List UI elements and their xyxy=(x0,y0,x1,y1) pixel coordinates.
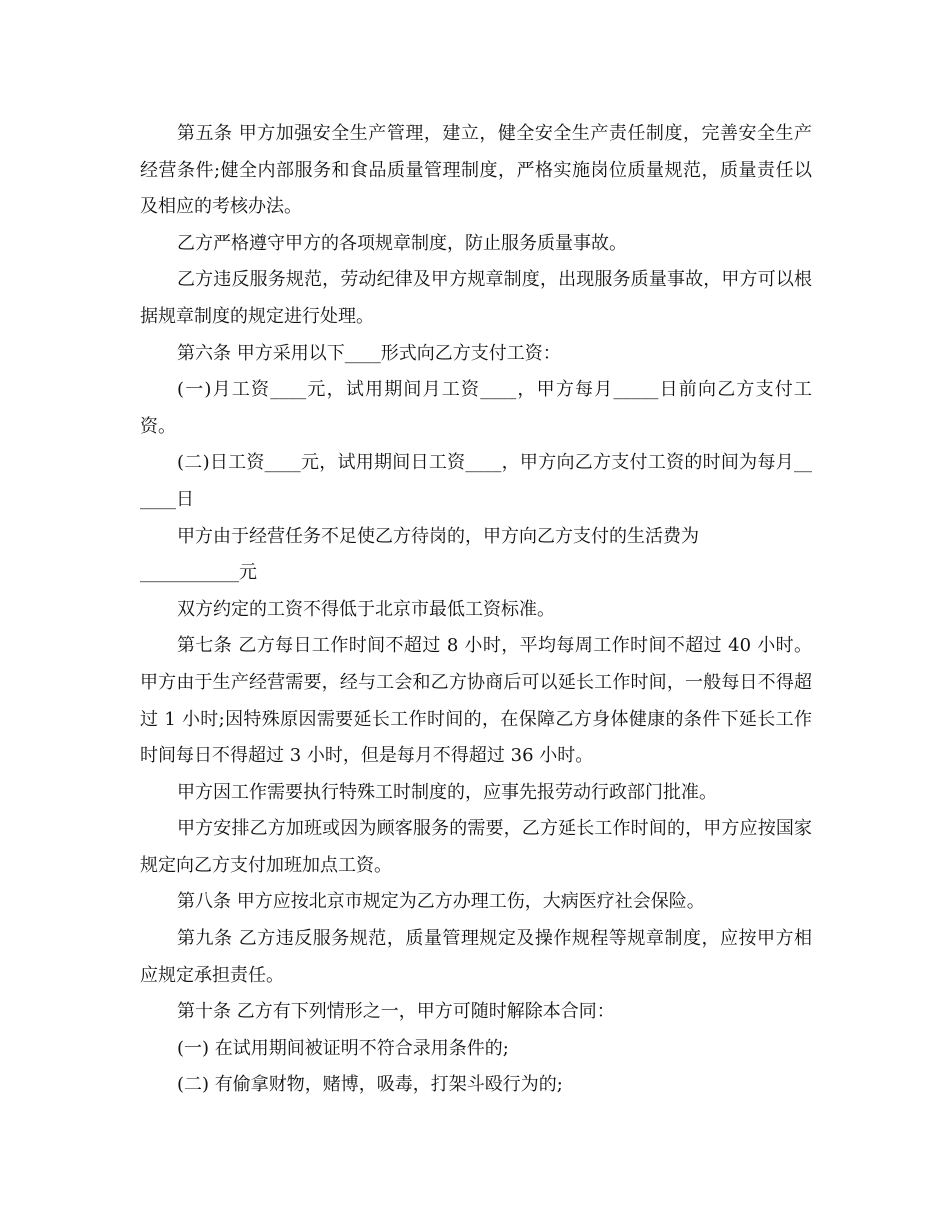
clause-monthly-wage: (一)月工资____元，试用期间月工资____，甲方每月_____日前向乙方支付工资。 xyxy=(140,379,812,437)
clause-misconduct: (二) 有偷拿财物，赌博，吸毒，打架斗殴行为的; xyxy=(177,1074,563,1096)
paragraph-overtime-pay: 甲方安排乙方加班或因为顾客服务的需要，乙方延长工作时间的，甲方应按国家规定向乙方支付加班加点工资。 xyxy=(140,818,812,876)
clause-daily-wage: (二)日工资____元，试用期间日工资____，甲方向乙方支付工资的时间为每月______日 xyxy=(140,452,812,510)
article-9: 第九条 乙方违反服务规范，质量管理规定及操作规程等规章制度，应按甲方相应规定承担责任。 xyxy=(140,928,812,986)
document-body xyxy=(140,116,812,1104)
clause-probation: (一) 在试用期间被证明不符合录用条件的; xyxy=(177,1037,509,1059)
paragraph-minimum-wage: 双方约定的工资不得低于北京市最低工资标准。 xyxy=(177,598,555,620)
article-7: 第七条 乙方每日工作时间不超过 8 小时，平均每周工作时间不超过 40 小时。甲方由于生产经营需要，经与工会和乙方协商后可以延长工作时间，一般每日不得超过 1 小时;因特殊原因需要延长工作时间的，在保障乙方身体健康的条件下延长工作时间每日不得超过 3 小时，但是每月不得超过 36 小时。 xyxy=(140,635,812,767)
article-8: 第八条 甲方应按北京市规定为乙方办理工伤，大病医疗社会保险。 xyxy=(177,891,705,913)
paragraph-violation: 乙方违反服务规范，劳动纪律及甲方规章制度，出现服务质量事故，甲方可以根据规章制度的规定进行处理。 xyxy=(140,269,812,327)
paragraph-living-allowance: 甲方由于经营任务不足使乙方待岗的，甲方向乙方支付的生活费为 xyxy=(177,525,699,547)
paragraph-special-hours: 甲方因工作需要执行特殊工时制度的，应事先报劳动行政部门批准。 xyxy=(177,781,717,803)
living-allowance-blank: ___________元 xyxy=(140,562,257,584)
article-5: 第五条 甲方加强安全生产管理，建立，健全安全生产责任制度，完善安全生产经营条件;健全内部服务和食品质量管理制度，严格实施岗位质量规范，质量责任以及相应的考核办法。 xyxy=(140,123,812,218)
article-10: 第十条 乙方有下列情形之一，甲方可随时解除本合同： xyxy=(177,1001,615,1023)
article-6: 第六条 甲方采用以下____形式向乙方支付工资： xyxy=(177,342,561,364)
paragraph-compliance: 乙方严格遵守甲方的各项规章制度，防止服务质量事故。 xyxy=(177,232,627,254)
